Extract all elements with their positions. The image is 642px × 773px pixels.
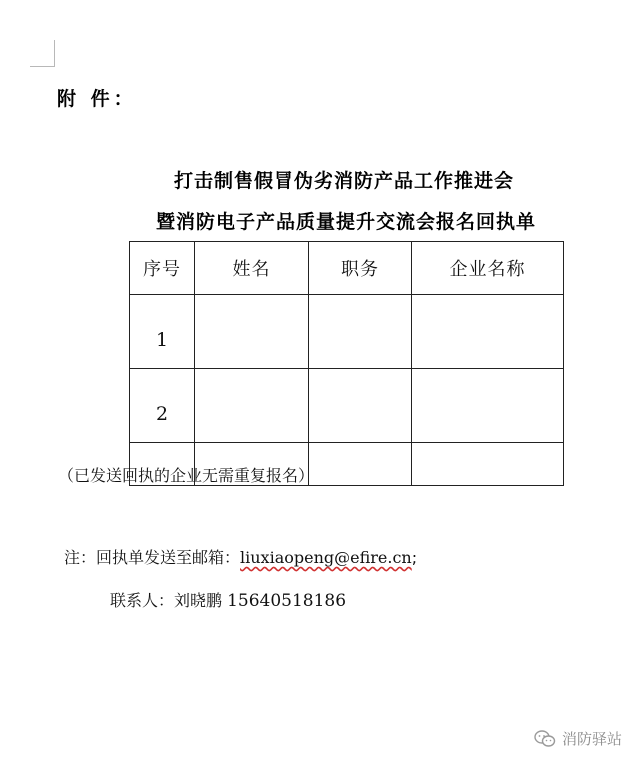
header-cell-index: 序号 [130, 242, 195, 295]
email-note [64, 545, 417, 568]
table-cell-company [412, 295, 564, 369]
table-row [130, 295, 564, 369]
contact-line [110, 588, 346, 611]
table-cell-position [309, 295, 412, 369]
document-title-line1: 打击制售假冒伪劣消防产品工作推进会 [173, 170, 514, 192]
attachment-label: 附 件： [57, 88, 137, 110]
table-cell-position [309, 443, 412, 486]
table-cell-company [412, 443, 564, 486]
table-cell-name [195, 295, 309, 369]
table-row [130, 369, 564, 443]
no-repeat-note: （已发送回执的企业无需重复报名） [58, 466, 315, 485]
header-cell-position: 职务 [309, 242, 412, 295]
email-note-suffix: ; [411, 548, 418, 567]
email-note-prefix: 注：回执单发送至邮箱： [64, 548, 241, 567]
wechat-icon [534, 730, 556, 748]
contact-phone: 15640518186 [227, 591, 347, 611]
table-cell-company [412, 369, 564, 443]
table-cell-position [309, 369, 412, 443]
registration-table [129, 241, 564, 486]
header-cell-company: 企业名称 [412, 242, 564, 295]
header-cell-name: 姓名 [195, 242, 309, 295]
email-address: liuxiaopeng@efire.cn [240, 548, 412, 567]
table-cell-index: 2 [130, 369, 195, 443]
table-cell-name [195, 369, 309, 443]
table-cell-index: 1 [130, 295, 195, 369]
contact-prefix: 联系人：刘晓鹏 [110, 591, 228, 610]
page-corner-mark [30, 40, 55, 67]
table-header-row [130, 242, 564, 295]
watermark-text: 消防驿站 [561, 730, 622, 748]
watermark [534, 728, 622, 749]
document-title-line2: 暨消防电子产品质量提升交流会报名回执单 [155, 211, 536, 233]
